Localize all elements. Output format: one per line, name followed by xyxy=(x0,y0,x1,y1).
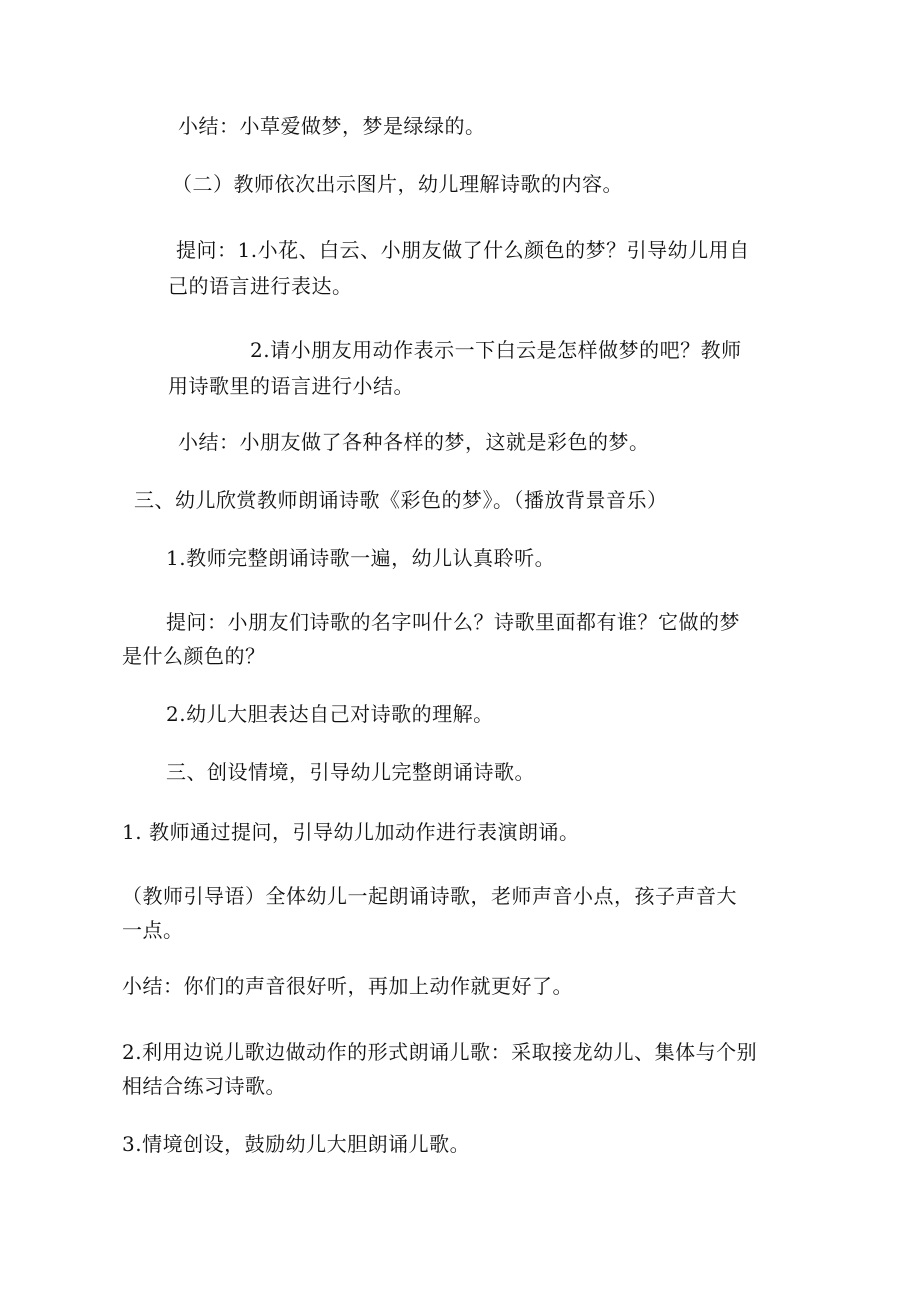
section-3-heading: 三、幼儿欣赏教师朗诵诗歌《彩色的梦》。（播放背景音乐） xyxy=(134,488,668,512)
question-3-line-1: 提问：小朋友们诗歌的名字叫什么？诗歌里面都有谁？它做的梦 xyxy=(166,610,740,634)
question-2-line-1: 2.请小朋友用动作表示一下白云是怎样做梦的吧？教师 xyxy=(250,338,742,362)
question-1-line-1: 提问：1.小花、白云、小朋友做了什么颜色的梦？引导幼儿用自 xyxy=(176,238,750,262)
step-1-perform: 1. 教师通过提问，引导幼儿加动作进行表演朗诵。 xyxy=(122,820,580,844)
section-2-heading: （二）教师依次出示图片，幼儿理解诗歌的内容。 xyxy=(172,172,623,196)
question-1-line-2: 己的语言进行表达。 xyxy=(168,274,353,298)
step-2-method-line-2: 相结合练习诗歌。 xyxy=(122,1074,286,1098)
section-3b-heading: 三、创设情境，引导幼儿完整朗诵诗歌。 xyxy=(166,760,535,784)
question-2-line-2: 用诗歌里的语言进行小结。 xyxy=(168,374,414,398)
teacher-guide-line-1: （教师引导语）全体幼儿一起朗诵诗歌，老师声音小点，孩子声音大 xyxy=(122,884,737,908)
step-3-situation: 3.情境创设，鼓励幼儿大胆朗诵儿歌。 xyxy=(122,1132,471,1156)
step-1-recite: 1.教师完整朗诵诗歌一遍，幼儿认真聆听。 xyxy=(166,546,556,570)
teacher-guide-line-2: 一点。 xyxy=(122,918,184,942)
summary-grass-dream: 小结：小草爱做梦，梦是绿绿的。 xyxy=(178,114,486,138)
summary-voices: 小结：你们的声音很好听，再加上动作就更好了。 xyxy=(122,974,573,998)
summary-colorful-dream: 小结：小朋友做了各种各样的梦，这就是彩色的梦。 xyxy=(178,430,650,454)
step-2-method-line-1: 2.利用边说儿歌边做动作的形式朗诵儿歌：采取接龙幼儿、集体与个别 xyxy=(122,1040,758,1064)
step-2-express: 2.幼儿大胆表达自己对诗歌的理解。 xyxy=(166,702,494,726)
question-3-line-2: 是什么颜色的？ xyxy=(122,644,266,668)
